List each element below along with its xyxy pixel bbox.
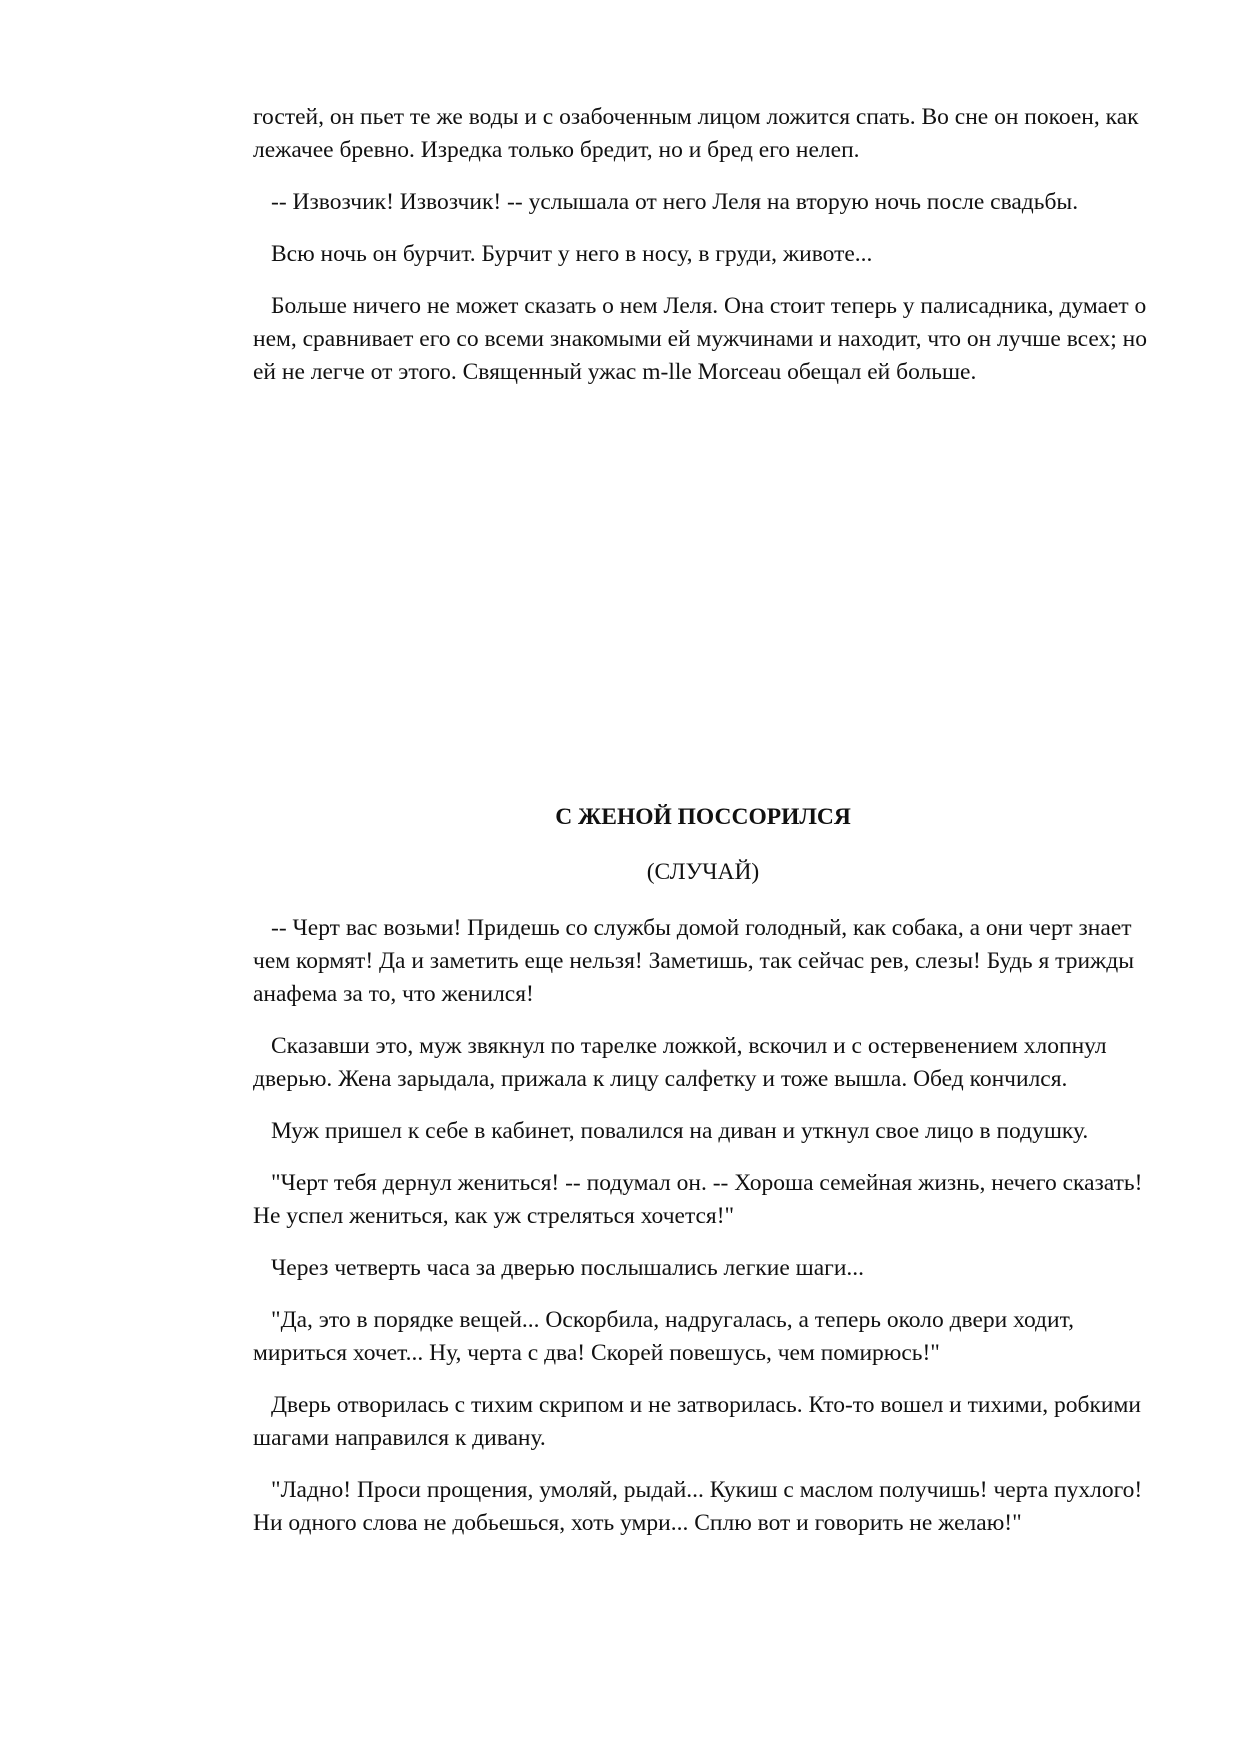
story-subtitle: (СЛУЧАЙ) <box>646 859 760 885</box>
paragraph: -- Черт вас возьми! Придешь со службы домой голодный, как собака, а они черт знает чем кормят! Да и заметить еще нельзя! Заметишь, так сейчас рев, слезы! Будь я трижды анафема за то, что женился! <box>253 915 1135 1007</box>
story-body <box>253 912 1153 1559</box>
paragraph: "Черт тебя дернул жениться! -- подумал он. -- Хороша семейная жизнь, нечего сказать! Не успел жениться, как уж стреляться хочется!" <box>253 1170 1143 1229</box>
paragraph: "Да, это в порядке вещей... Оскорбила, надругалась, а теперь около двери ходит, мириться хочет... Ну, черта с два! Скорей повешусь, чем помирюсь!" <box>253 1307 1074 1366</box>
paragraph: Дверь отворилась с тихим скрипом и не затворилась. Кто-то вошел и тихими, робкими шагами направился к дивану. <box>253 1392 1141 1451</box>
paragraph: Больше ничего не может сказать о нем Леля. Она стоит теперь у палисадника, думает о нем, сравнивает его со всеми знакомыми ей мужчинами и находит, что он лучше всех; но ей не легче от этого. Священный ужас m-lle Morceau обещал ей больше. <box>253 293 1147 385</box>
paragraph: Сказавши это, муж звякнул по тарелке ложкой, вскочил и с остервенением хлопнул дверью. Жена зарыдала, прижала к лицу салфетку и тоже вышла. Обед кончился. <box>253 1033 1107 1092</box>
previous-story-ending <box>253 101 1153 408</box>
paragraph: Муж пришел к себе в кабинет, повалился на диван и уткнул свое лицо в подушку. <box>271 1118 1089 1144</box>
paragraph: Всю ночь он бурчит. Бурчит у него в носу, в груди, животе... <box>271 241 873 267</box>
paragraph: -- Извозчик! Извозчик! -- услышала от него Леля на вторую ночь после свадьбы. <box>271 189 1079 215</box>
paragraph: "Ладно! Проси прощения, умоляй, рыдай... Кукиш с маслом получишь! черта пухлого! Ни одного слова не добьешься, хоть умри... Сплю вот и говорить не желаю!" <box>253 1477 1143 1536</box>
story-title: С ЖЕНОЙ ПОССОРИЛСЯ <box>555 804 851 830</box>
paragraph: Через четверть часа за дверью послышались легкие шаги... <box>271 1255 865 1281</box>
paragraph: гостей, он пьет те же воды и с озабоченным лицом ложится спать. Во сне он покоен, как лежачее бревно. Изредка только бредит, но и бред его нелеп. <box>253 104 1139 163</box>
